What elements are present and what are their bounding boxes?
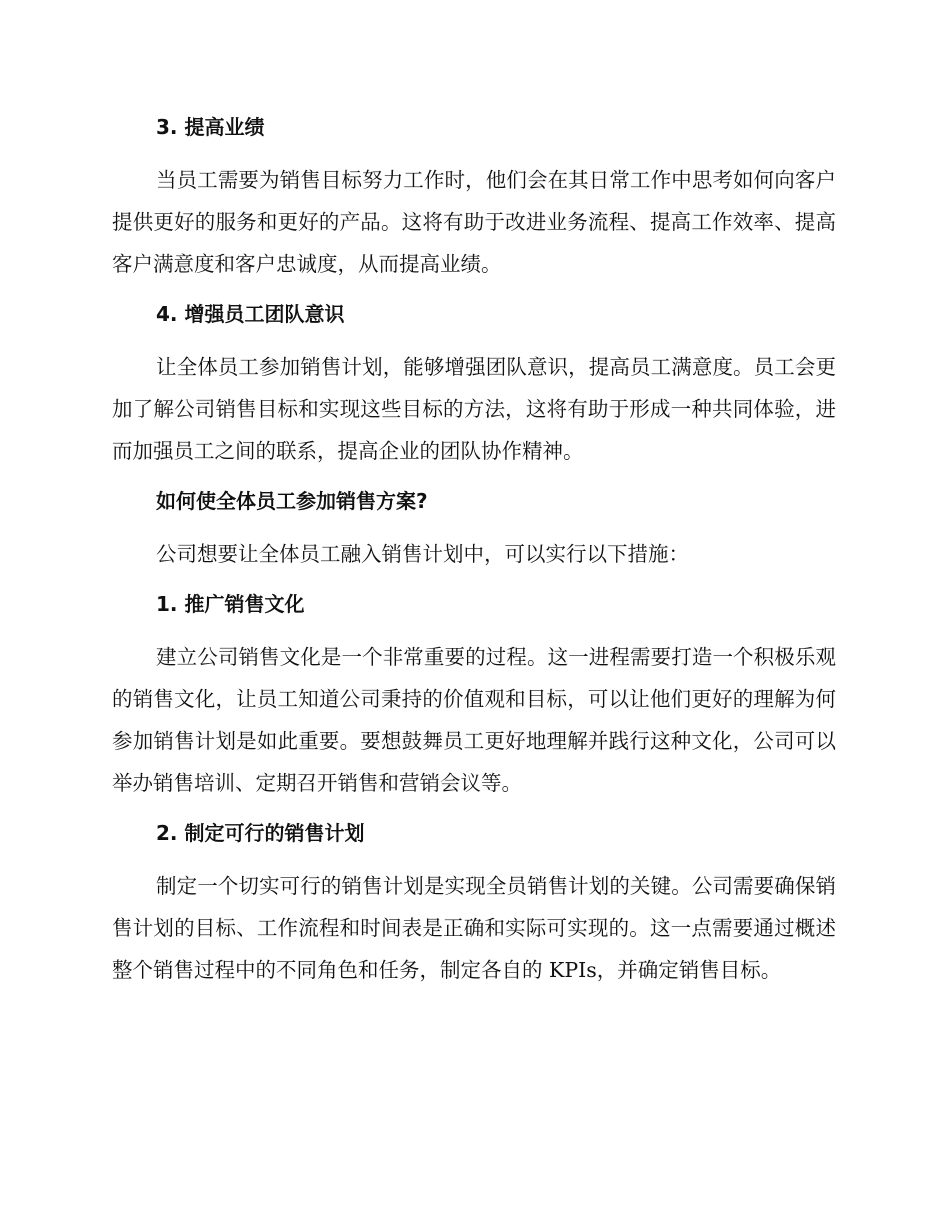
section-heading-sales-culture: 1. 推广销售文化 — [156, 592, 305, 616]
section-paragraph-sales-culture: 建立公司销售文化是一个非常重要的过程。这一进程需要打造一个积极乐观的销售文化，让员工知道公司秉持的价值观和目标，可以让他们更好的理解为何参加销售计划是如此重要。要想鼓舞员工更好地理解并践行这种文化，公司可以举办销售培训、定期召开销售和营销会议等。 — [112, 645, 836, 795]
section-paragraph-sales-plan: 制定一个切实可行的销售计划是实现全员销售计划的关键。公司需要确保销售计划的目标、工作流程和时间表是正确和实际可实现的。这一点需要通过概述整个销售过程中的不同角色和任务，制定各自的 KPIs，并确定销售目标。 — [112, 874, 836, 982]
section-paragraph-how-to-participate: 公司想要让全体员工融入销售计划中，可以实行以下措施： — [156, 542, 689, 566]
section-heading-team-awareness: 4. 增强员工团队意识 — [156, 302, 345, 326]
section-heading-improve-performance: 3. 提高业绩 — [156, 115, 265, 139]
section-paragraph-team-awareness: 让全体员工参加销售计划，能够增强团队意识，提高员工满意度。员工会更加了解公司销售目标和实现这些目标的方法，这将有助于形成一种共同体验，进而加强员工之间的联系，提高企业的团队协作精神。 — [112, 355, 836, 463]
section-heading-how-to-participate: 如何使全体员工参加销售方案? — [156, 489, 428, 513]
document-body — [112, 109, 836, 991]
section-heading-sales-plan: 2. 制定可行的销售计划 — [156, 821, 365, 845]
section-paragraph-improve-performance: 当员工需要为销售目标努力工作时，他们会在其日常工作中思考如何向客户提供更好的服务和更好的产品。这将有助于改进业务流程、提高工作效率、提高客户满意度和客户忠诚度，从而提高业绩。 — [112, 168, 836, 276]
